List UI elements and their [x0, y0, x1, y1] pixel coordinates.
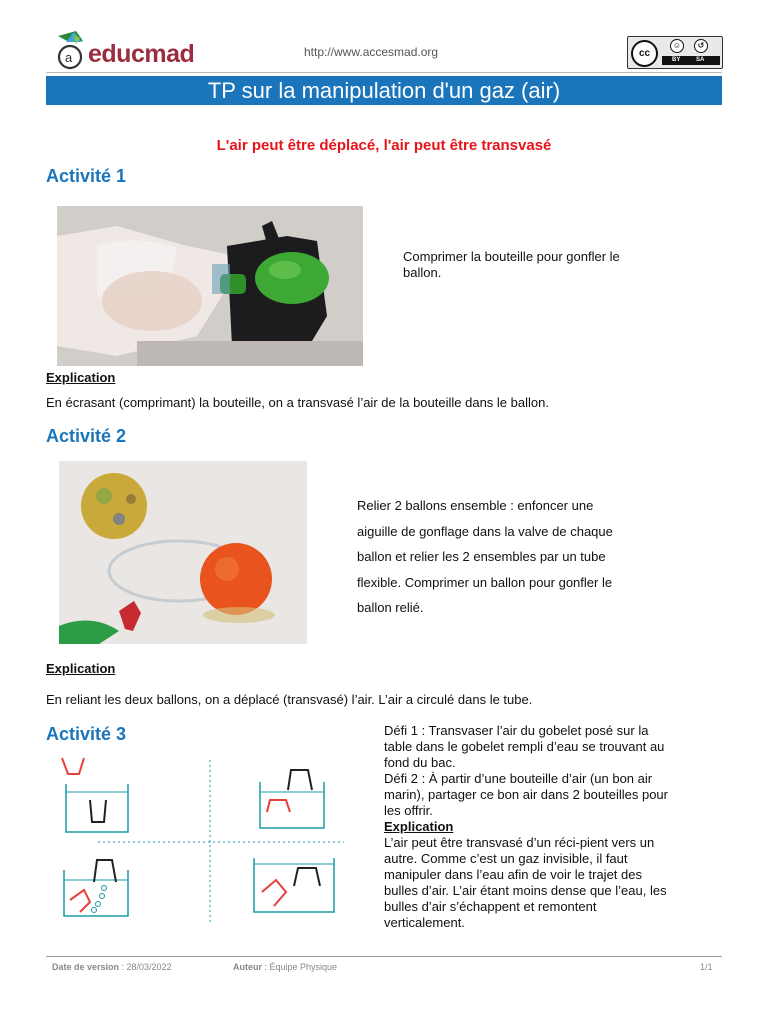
- license-labels: [662, 56, 720, 65]
- header: [0, 0, 768, 75]
- text-line: Défi 2 : À partir d’une bouteille d’air (un bon air: [384, 771, 653, 786]
- bubble: [96, 902, 101, 907]
- cup-red-2: [267, 800, 290, 812]
- text-line: Défi 1 : Transvaser l’air du gobelet posé sur la: [384, 723, 649, 738]
- logo-text: educmad: [88, 40, 195, 68]
- footer-author: [233, 962, 337, 972]
- text-line: Comprimer la bouteille pour gonfler le: [403, 249, 620, 264]
- text-line: fond du bac.: [384, 755, 456, 770]
- footer-version-value: : 28/03/2022: [119, 962, 172, 972]
- subtitle: L'air peut être déplacé, l'air peut être transvasé: [216, 137, 552, 154]
- logo-at-icon: [52, 30, 90, 72]
- text-line: ballon.: [403, 265, 442, 280]
- svg-text:a: a: [65, 50, 73, 65]
- activity-1-heading: Activité 1: [46, 166, 127, 186]
- footer-version: [52, 962, 172, 972]
- text-line: manipuler dans l’eau afin de voir le trajet des: [384, 867, 642, 882]
- text-line: Relier 2 ballons ensemble : enfoncer une: [357, 498, 594, 513]
- text-line: bulles d’air s’échappent et remontent: [384, 899, 597, 914]
- cup-red-3: [70, 890, 90, 912]
- cc-icon: cc: [631, 40, 658, 67]
- text-line: les offrir.: [384, 803, 433, 818]
- text-line: aiguille de gonflage dans la valve de chaque: [357, 523, 613, 539]
- cup-black: [90, 800, 106, 822]
- footer-author-value: : Équipe Physique: [262, 962, 338, 972]
- text-line: autre. Comme c’est un gaz invisible, il faut: [384, 851, 628, 866]
- text-line: marin), partager ce bon air dans 2 bouteilles pour: [384, 787, 668, 802]
- by-icon: ☺: [670, 39, 684, 53]
- cup-red: [62, 758, 84, 774]
- footer-author-label: Auteur: [233, 962, 262, 972]
- educmad-logo: [52, 30, 202, 72]
- text-line: ballon relié.: [357, 600, 424, 615]
- activity-3-diagram: [54, 752, 344, 932]
- cup-black-2: [288, 770, 312, 790]
- activity-1-explication: En écrasant (comprimant) la bouteille, on a transvasé l’air de la bouteille dans le ballon.: [46, 395, 549, 410]
- text-line: L’air peut être transvasé d’un réci-pient vers un: [384, 835, 655, 850]
- activity-3-defis: [384, 723, 714, 931]
- footer-page: 1/1: [700, 962, 713, 972]
- activity-1-explication-label: Explication: [46, 370, 116, 385]
- bubble: [102, 886, 107, 891]
- cup-black-3: [94, 860, 116, 882]
- header-divider: [46, 72, 722, 73]
- cup-black-4: [294, 868, 320, 886]
- activity-3-explication-label: Explication: [384, 819, 454, 834]
- footer-version-label: Date de version: [52, 962, 120, 972]
- by-label: BY: [672, 57, 681, 63]
- footer-divider: [46, 956, 722, 957]
- text-line: verticalement.: [384, 915, 465, 930]
- text-line: bulles d’air. L’air étant moins dense que l’eau, les: [384, 883, 667, 898]
- activity-2-photo: [59, 461, 307, 644]
- header-url: http://www.accesmad.org: [304, 45, 439, 59]
- cup-red-4: [262, 880, 286, 906]
- text-line: flexible. Comprimer un ballon pour gonfler le: [357, 574, 613, 590]
- activity-2-explication-label: Explication: [46, 661, 116, 676]
- bubble: [100, 894, 105, 899]
- activity-1-instruction: [403, 249, 703, 281]
- bubble: [92, 908, 97, 913]
- activity-2-instruction: [357, 493, 717, 621]
- activity-1-photo: [57, 206, 363, 366]
- text-line: table dans le gobelet rempli d’eau se trouvant au: [384, 739, 665, 754]
- activity-3-heading: Activité 3: [46, 724, 127, 744]
- page-title: TP sur la manipulation d'un gaz (air): [46, 76, 722, 105]
- sa-label: SA: [696, 57, 705, 63]
- tank-1: [66, 784, 128, 832]
- activity-2-explication: En reliant les deux ballons, on a déplacé (transvasé) l’air. L’air a circulé dans le tube.: [46, 692, 533, 707]
- activity-2-heading: Activité 2: [46, 426, 127, 446]
- text-line: ballon et relier les 2 ensembles par un tube: [357, 549, 606, 564]
- license-badge: [627, 36, 723, 69]
- sa-icon: ↺: [694, 39, 708, 53]
